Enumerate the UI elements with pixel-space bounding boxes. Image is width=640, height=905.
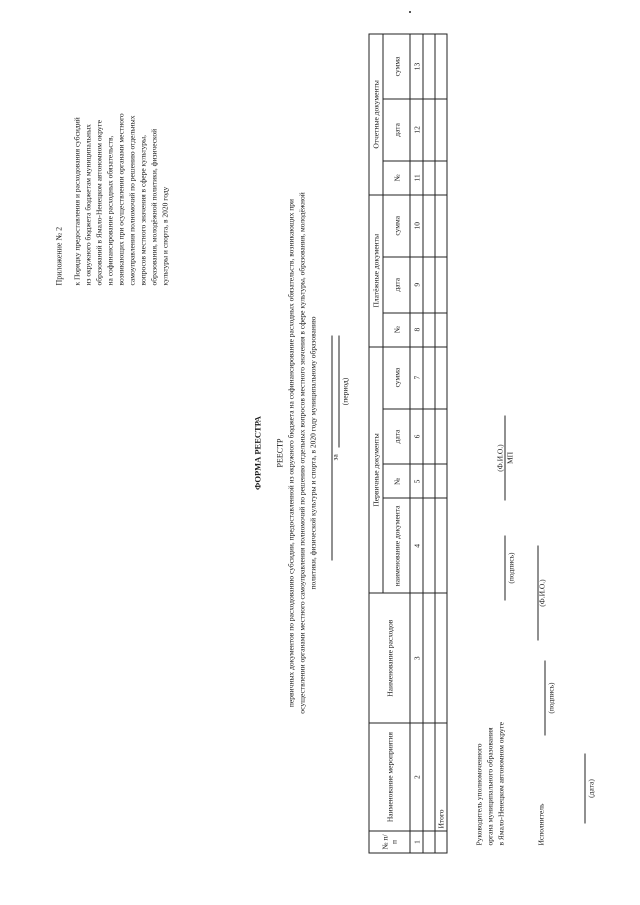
registry-table bbox=[368, 33, 447, 853]
header-doc-name: наименование документа bbox=[383, 498, 410, 593]
column-number: 2 bbox=[410, 723, 423, 831]
cell bbox=[423, 593, 435, 723]
cell bbox=[423, 256, 435, 312]
header-num: № п/п bbox=[369, 831, 410, 853]
cell bbox=[435, 346, 447, 408]
header-primary-docs: Первичные документы bbox=[369, 346, 383, 593]
cell bbox=[423, 98, 435, 160]
cell bbox=[423, 408, 435, 464]
table-total-row bbox=[435, 34, 447, 853]
cell bbox=[423, 346, 435, 408]
column-number: 4 bbox=[410, 498, 423, 593]
column-number: 8 bbox=[410, 312, 423, 346]
column-number: 12 bbox=[410, 98, 423, 160]
head-title-line: Руководитель уполномоченного bbox=[474, 742, 483, 845]
header-pay-sum: сумма bbox=[383, 194, 410, 256]
executor-label: Исполнитель bbox=[536, 803, 545, 845]
executor-signature-caption: (подпись) bbox=[546, 681, 555, 714]
cell bbox=[423, 312, 435, 346]
column-number: 9 bbox=[410, 256, 423, 312]
appendix-line: к Порядку предоставления и расходования субсидий bbox=[72, 116, 81, 285]
date-caption: (дата) bbox=[586, 778, 595, 798]
cell bbox=[435, 593, 447, 723]
cell bbox=[423, 498, 435, 593]
period-caption: (период) bbox=[340, 377, 349, 405]
column-number: 1 bbox=[410, 831, 423, 853]
table-header-row bbox=[369, 34, 383, 853]
registry-description-line: осуществлении органами местного самоуправления полномочий по решению отдельных вопросов местного значения в сфере культуры, образования, молодёжной bbox=[297, 191, 306, 714]
head-title-line: в Ямало-Ненецком автономном округе bbox=[496, 721, 505, 845]
appendix-line: на софинансирование расходных обязательств, bbox=[105, 135, 114, 285]
cell bbox=[423, 831, 435, 853]
period-prefix: за bbox=[330, 453, 339, 460]
column-number: 11 bbox=[410, 160, 423, 194]
cell bbox=[435, 160, 447, 194]
cell bbox=[423, 723, 435, 831]
head-signature-caption: (подпись) bbox=[506, 551, 515, 584]
municipality-line bbox=[331, 335, 332, 560]
header-doc-sum: сумма bbox=[383, 346, 410, 408]
date-line bbox=[584, 753, 585, 823]
column-number-row bbox=[410, 34, 423, 853]
registry-description-line: первичных документов по расходованию субсидии, предоставленной из окружного бюджета на софинансирование расходных обязательств, возникающих при bbox=[286, 198, 295, 707]
appendix-line: образований в Ямало-Ненецком автономном округе bbox=[94, 119, 103, 285]
column-number: 7 bbox=[410, 346, 423, 408]
header-rep-date: дата bbox=[383, 98, 410, 160]
cell bbox=[435, 98, 447, 160]
header-rep-sum: сумма bbox=[383, 34, 410, 99]
column-number: 3 bbox=[410, 593, 423, 723]
header-event: Наименование мероприятия bbox=[369, 723, 410, 831]
period-line bbox=[338, 335, 339, 447]
header-doc-date: дата bbox=[383, 408, 410, 464]
appendix-line: образования, молодёжной политики, физической bbox=[149, 128, 158, 285]
cell bbox=[435, 831, 447, 853]
appendix-line: из окружного бюджета бюджетам муниципальных bbox=[83, 123, 92, 285]
cell bbox=[423, 160, 435, 194]
appendix-line: возникающих при осуществлении органами местного bbox=[116, 112, 125, 285]
head-signature-line bbox=[504, 535, 505, 600]
cell bbox=[423, 464, 435, 498]
head-title-line: органа муниципального образования bbox=[485, 726, 494, 845]
cell bbox=[435, 312, 447, 346]
cell bbox=[435, 464, 447, 498]
registry-title: РЕЕСТР bbox=[275, 438, 284, 467]
appendix-line: вопросов местного значения в сфере культуры, bbox=[138, 134, 147, 285]
executor-signature-line bbox=[544, 660, 545, 735]
cell bbox=[435, 408, 447, 464]
header-payment-docs: Платёжные документы bbox=[369, 194, 383, 346]
header-report-docs: Отчетные документы bbox=[369, 34, 383, 195]
header-pay-no: № bbox=[383, 312, 410, 346]
cell bbox=[435, 256, 447, 312]
table-row bbox=[423, 34, 435, 853]
executor-fio-caption: (Ф.И.О.) bbox=[537, 578, 546, 607]
head-fio-caption: (Ф.И.О.) bbox=[495, 443, 504, 472]
column-number: 6 bbox=[410, 408, 423, 464]
appendix-line: культуры и спорта, в 2020 году bbox=[160, 186, 169, 285]
cell bbox=[435, 194, 447, 256]
header-rep-no: № bbox=[383, 160, 410, 194]
header-doc-no: № bbox=[383, 464, 410, 498]
cell bbox=[423, 34, 435, 99]
cell bbox=[423, 194, 435, 256]
cell bbox=[435, 34, 447, 99]
column-number: 5 bbox=[410, 464, 423, 498]
column-number: 10 bbox=[410, 194, 423, 256]
appendix-line: самоуправления полномочий по решению отдельных bbox=[127, 115, 136, 285]
appendix-title: Приложение № 2 bbox=[54, 226, 63, 285]
total-label: Итого bbox=[435, 723, 447, 831]
header-expense: Наименование расходов bbox=[369, 593, 410, 723]
header-pay-date: дата bbox=[383, 256, 410, 312]
form-heading: ФОРМА РЕЕСТРА bbox=[252, 415, 262, 490]
stamp-mark: МП bbox=[505, 451, 514, 464]
cell bbox=[435, 498, 447, 593]
registry-description-line: политики, физической культуры и спорта, в 2020 году муниципальному образованию bbox=[308, 316, 317, 589]
column-number: 13 bbox=[410, 34, 423, 99]
